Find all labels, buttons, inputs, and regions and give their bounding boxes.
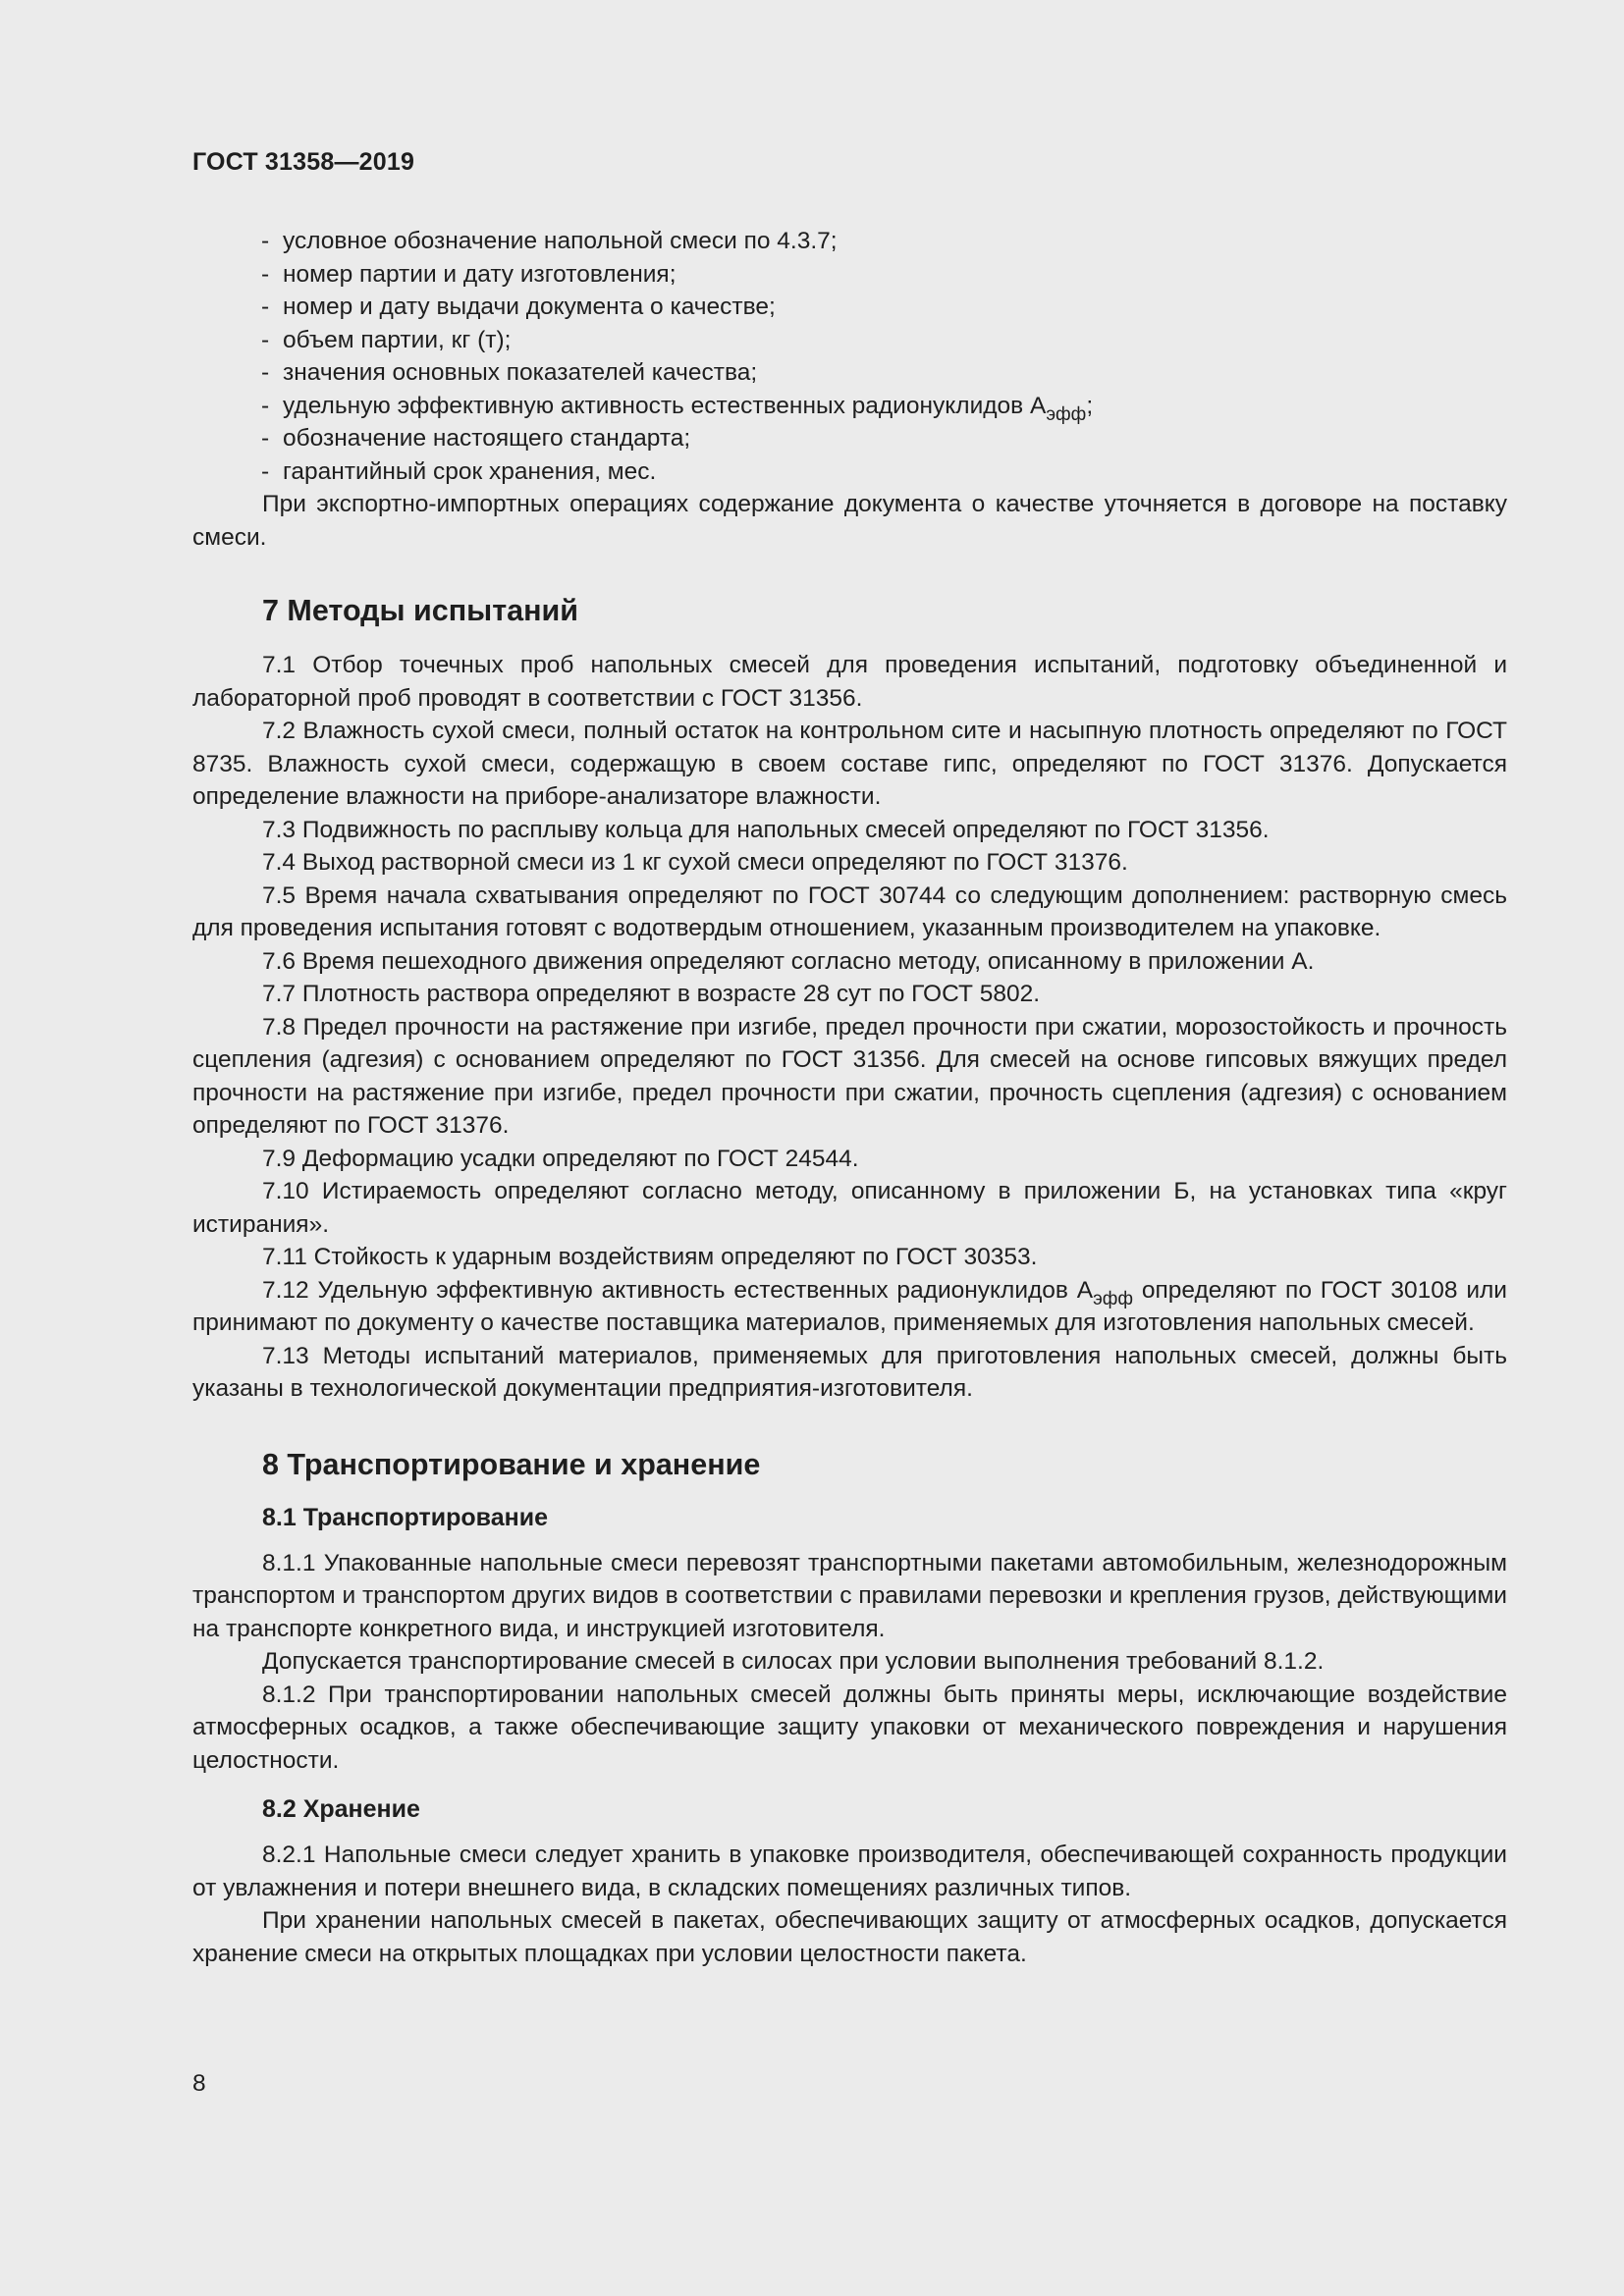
paragraph: При экспортно-импортных операциях содержание документа о качестве уточняется в договоре на поставку смеси.: [192, 491, 1507, 551]
list-item: [192, 291, 1507, 324]
paragraph: Допускается транспортирование смесей в силосах при условии выполнения требований 8.1.2.: [262, 1648, 1325, 1675]
list-item-text: номер и дату выдачи документа о качестве;: [283, 294, 776, 320]
paragraph: 7.11 Стойкость к ударным воздействиям определяют по ГОСТ 30353.: [262, 1244, 1038, 1270]
list-item-punct: ;: [1086, 392, 1094, 419]
list-item-text: гарантийный срок хранения, мес.: [283, 457, 657, 485]
list-item-text: [261, 390, 1093, 423]
list-item-text: номер партии и дату изготовления;: [283, 260, 677, 288]
list-item-text: значения основных показателей качества;: [283, 359, 758, 386]
paragraph: При хранении напольных смесей в пакетах, обеспечивающих защиту от атмосферных осадков, допускается хранение смеси на открытых площадках при условии целостности пакета.: [192, 1907, 1507, 1967]
list-item: [192, 455, 1507, 489]
list-item-text: условное обозначение напольной смеси по 4.3.7;: [283, 228, 838, 254]
paragraph: 8.2.1 Напольные смеси следует хранить в упаковке производителя, обеспечивающей сохранность продукции от увлажнения и потери внешнего вида, в складских помещениях различных типов.: [192, 1842, 1507, 1901]
list-item-main-text: удельную эффективную активность естественных радионуклидов А: [283, 392, 1047, 419]
subscript-eff: эфф: [1046, 403, 1087, 425]
list-item-text: объем партии, кг (т);: [283, 326, 512, 353]
subscript-eff: эфф: [1093, 1288, 1134, 1309]
paragraph: [192, 1274, 1507, 1340]
list-item: [192, 390, 1507, 423]
paragraph: 7.4 Выход растворной смеси из 1 кг сухой смеси определяют по ГОСТ 31376.: [262, 849, 1128, 876]
list-dash: -: [261, 294, 270, 320]
list-dash: -: [261, 359, 270, 386]
list-item: [192, 356, 1507, 390]
list-item: [192, 225, 1507, 258]
paragraph: 7.8 Предел прочности на растяжение при изгибе, предел прочности при сжатии, морозостойкость и прочность сцепления (адгезия) с основанием определяют по ГОСТ 31356. Для смесей на основе гипсовых вяжущих предел прочности на растяжение при изгибе, предел прочности при сжатии, прочность сцепления (адгезия) с основанием определяют по ГОСТ 31376.: [192, 1013, 1507, 1139]
paragraph: 7.9 Деформацию усадки определяют по ГОСТ 24544.: [262, 1145, 859, 1172]
paragraph: 7.10 Истираемость определяют согласно методу, описанному в приложении Б, на установках типа «круг истирания».: [192, 1178, 1507, 1238]
paragraph: 7.6 Время пешеходного движения определяют согласно методу, описанному в приложении А.: [262, 947, 1315, 975]
subsection-heading: 8.1 Транспортирование: [262, 1503, 548, 1531]
section-heading: 7 Методы испытаний: [262, 594, 579, 627]
list-dash: -: [261, 326, 270, 353]
list-item: [192, 258, 1507, 292]
paragraph-text: определяют по ГОСТ 30108 или принимают по документу о качестве поставщика материалов, применяемых для изготовления напольных смесей.: [192, 1276, 1507, 1336]
paragraph: 7.2 Влажность сухой смеси, полный остаток на контрольном сите и насыпную плотность определяют по ГОСТ 8735. Влажность сухой смеси, содержащую в своем составе гипс, определяют по ГОСТ 31376. Допускается определение влажности на приборе-анализаторе влажности.: [192, 718, 1507, 810]
paragraph: 7.3 Подвижность по расплыву кольца для напольных смесей определяют по ГОСТ 31356.: [262, 816, 1270, 843]
paragraph: 8.1.1 Упакованные напольные смеси перевозят транспортными пакетами автомобильным, железнодорожным транспортом и транспортом других видов в соответствии с правилами перевозки и крепления грузов, действующими на транспорте конкретного вида, и инструкцией изготовителя.: [192, 1549, 1507, 1642]
page-number: 8: [192, 2070, 206, 2097]
section-heading: 8 Транспортирование и хранение: [262, 1447, 761, 1481]
list-dash: -: [261, 260, 270, 288]
page-body: [192, 225, 1507, 1970]
subsection-heading: 8.2 Хранение: [262, 1795, 420, 1823]
list-item: [192, 422, 1507, 455]
paragraph-text: 7.12 Удельную эффективную активность естественных радионуклидов А: [262, 1276, 1094, 1304]
paragraph: 7.13 Методы испытаний материалов, применяемых для приготовления напольных смесей, должны быть указаны в технологической документации предприятия-изготовителя.: [192, 1342, 1507, 1402]
list-item: [192, 324, 1507, 357]
paragraph: 7.5 Время начала схватывания определяют по ГОСТ 30744 со следующим дополнением: растворную смесь для проведения испытания готовят с водотвердым отношением, указанным производителем на упаковке.: [192, 881, 1507, 941]
list-dash: -: [261, 457, 270, 485]
list-dash: -: [261, 425, 270, 452]
document-header: ГОСТ 31358—2019: [192, 148, 415, 176]
list-dash: -: [261, 228, 270, 254]
paragraph: 8.1.2 При транспортировании напольных смесей должны быть приняты меры, исключающие воздействие атмосферных осадков, а также обеспечивающие защиту упаковки от механического повреждения и нарушения целостности.: [192, 1681, 1507, 1774]
list-item-text: обозначение настоящего стандарта;: [283, 425, 691, 452]
paragraph: 7.1 Отбор точечных проб напольных смесей для проведения испытаний, подготовку объединенной и лабораторной проб проводят в соответствии с ГОСТ 31356.: [192, 652, 1507, 712]
paragraph: 7.7 Плотность раствора определяют в возрасте 28 сут по ГОСТ 5802.: [262, 981, 1041, 1007]
list-dash: -: [261, 392, 270, 419]
